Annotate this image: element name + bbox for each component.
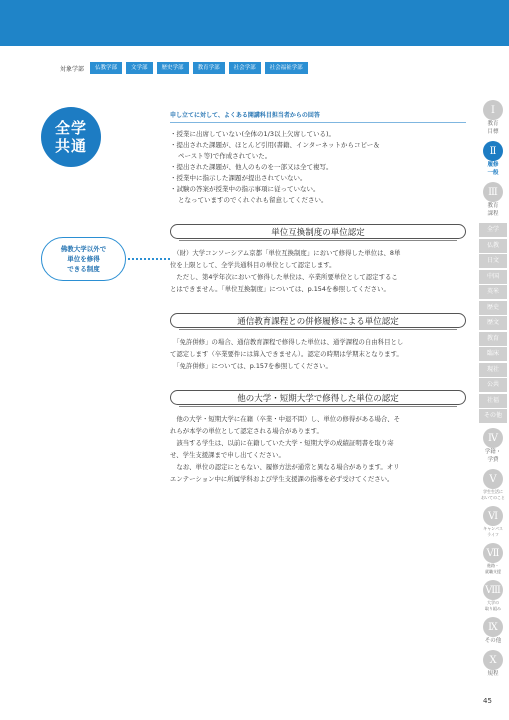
dept-tag-history: 歴史学部	[157, 62, 189, 74]
section-title-other-universities	[170, 390, 466, 405]
subtab-english[interactable]: 英米	[479, 285, 507, 299]
chapter-caption: 教育	[487, 121, 499, 127]
chapter-index	[478, 100, 508, 683]
chapter-tab-5[interactable]	[478, 469, 508, 501]
chapter-caption: 一般	[487, 170, 499, 176]
main-content	[170, 110, 466, 485]
section-title-text: 単位互換制度の単位認定	[271, 227, 365, 238]
subtab-public[interactable]: 公共	[479, 378, 507, 392]
dept-tag-sociology: 社会学部	[229, 62, 261, 74]
chapter-caption: ライフ	[487, 532, 499, 537]
chapter-numeral: Ⅳ	[483, 428, 503, 448]
chapter-caption: 課程	[487, 211, 499, 217]
chapter-numeral: Ⅵ	[483, 506, 503, 526]
chapter-tab-4[interactable]	[478, 428, 508, 464]
section-title-text: 通信教育課程との併修履修による単位認定	[237, 316, 399, 327]
header-band	[0, 0, 509, 46]
dotted-connector	[128, 258, 170, 260]
note-line-1: 佛教大学以外で	[60, 245, 107, 253]
chapter-caption: その他	[484, 638, 502, 644]
paragraph-line: 該当する学生は、以前に在籍していた大学・短期大学の成績証明書を取り寄	[170, 439, 394, 447]
paragraph-line: エンテーション中に所属学科および学生支援課の指導を必ず受けてください。	[170, 475, 394, 483]
note-line-3: できる制度	[67, 265, 100, 273]
chapter-caption: 就職支援	[485, 569, 501, 574]
all-university-badge	[41, 107, 101, 167]
chapter-numeral: Ⅷ	[483, 580, 503, 600]
dept-tag-buddhism: 仏教学部	[90, 62, 122, 74]
page-number: 45	[483, 697, 492, 705]
paragraph-line: れらが本学の単位として認定される場合があります。	[170, 427, 323, 435]
chapter-numeral: Ⅲ	[483, 182, 503, 202]
paragraph-line: て認定します（卒業要件には算入できません）。認定の時期は学期末となります。	[170, 350, 403, 358]
chapter-numeral: Ⅱ	[483, 141, 503, 161]
target-label: 対象学部	[60, 65, 85, 73]
section-title-text: 他の大学・短期大学で修得した単位の認定	[237, 393, 399, 404]
subtab-clinical[interactable]: 臨床	[479, 347, 507, 361]
chapter-tab-6[interactable]	[478, 506, 508, 538]
chapter-numeral: Ⅹ	[483, 650, 503, 670]
subtab-social-welfare[interactable]: 社福	[479, 394, 507, 408]
external-credit-note	[41, 237, 126, 281]
section-title-credit-transfer	[170, 224, 466, 239]
badge-line-1: 全学	[54, 119, 87, 137]
subtab-history[interactable]: 歴史	[479, 301, 507, 315]
chapter-caption: 学生生活に	[483, 489, 503, 494]
paragraph-line: 位を上限として、全学共通科目の単位として認定します。	[170, 261, 336, 269]
dept-tag-education: 教育学部	[193, 62, 225, 74]
chapter-numeral: Ⅴ	[483, 469, 503, 489]
dept-tag-social-welfare: 社会福祉学部	[265, 62, 308, 74]
section-title-correspondence	[170, 313, 466, 328]
subtab-chinese[interactable]: 中国	[479, 270, 507, 284]
note-line-2: 単位を修得	[67, 255, 100, 263]
paragraph-line: ただし、第4学年次において修得した単位は、卒業所要単位として認定するこ	[170, 273, 398, 281]
paragraph-line: せ、学生支援課まで申し出てください。	[170, 451, 285, 459]
chapter-tab-8[interactable]	[478, 580, 508, 612]
paragraph-line: 「免許併修」については、p.157を参照してください。	[170, 362, 332, 370]
notice-line: ・授業に出席していない(全体の1/3以上欠席している)。	[170, 130, 336, 138]
chapter-caption: 大学の	[487, 600, 499, 605]
paragraph-line: （財）大学コンソーシアム京都「単位互換制度」において修得した単位は、8単	[170, 249, 401, 257]
chapter-caption: おいてのこと	[481, 495, 505, 500]
subtab-all[interactable]: 全学	[479, 223, 507, 237]
badge-line-2: 共通	[54, 137, 87, 155]
chapter-numeral: Ⅰ	[483, 100, 503, 120]
chapter-tab-10[interactable]	[478, 650, 508, 678]
notice-heading: 申し立てに対して、よくある開講科目担当者からの回答	[170, 110, 466, 123]
target-departments	[60, 62, 312, 74]
notice-line: ・試験の答案が授業中の指示事項に従っていない。	[170, 185, 320, 193]
chapter-caption: 取り組み	[485, 606, 501, 611]
chapter-caption: キャンパス	[483, 526, 503, 531]
notice-line: ・授業中に指示した課題が提出されていない。	[170, 174, 307, 182]
dept-tag-literature: 文学部	[126, 62, 153, 74]
notice-line: ・提出された課題が、ほとんど引用(書籍、インターネットからコピー＆	[170, 141, 380, 149]
notice-line: ペースト等)で作成されていた。	[178, 152, 272, 160]
chapter-caption: 学費	[487, 457, 499, 463]
chapter-caption: 履修	[487, 162, 499, 168]
chapter-tab-7[interactable]	[478, 543, 508, 575]
notice-line: となっていますのでくれぐれも留意してください。	[178, 196, 328, 204]
chapter-caption: 学籍・	[484, 449, 502, 455]
subtab-modern-society[interactable]: 現社	[479, 363, 507, 377]
chapter-caption: 目標	[487, 129, 499, 135]
chapter-tab-3[interactable]	[478, 182, 508, 218]
chapter-caption: 規程	[487, 671, 499, 677]
paragraph-line: とはできません。「単位互換制度」については、p.154を参照してください。	[170, 285, 390, 293]
subtab-japanese[interactable]: 日文	[479, 254, 507, 268]
paragraph-line: 他の大学・短期大学に在籍（卒業・中退不問）し、単位の修得がある場合、そ	[170, 415, 401, 423]
subtab-buddhism[interactable]: 仏教	[479, 239, 507, 253]
subtab-other[interactable]: その他	[479, 409, 507, 423]
chapter-tab-9[interactable]	[478, 617, 508, 645]
course-subtabs	[478, 223, 508, 423]
chapter-numeral: Ⅶ	[483, 543, 503, 563]
chapter-tab-2[interactable]	[478, 141, 508, 177]
chapter-numeral: Ⅸ	[483, 617, 503, 637]
chapter-caption: 教育	[487, 203, 499, 209]
subtab-history-culture[interactable]: 歴文	[479, 316, 507, 330]
paragraph-line: 「免許併修」の場合、通信教育課程で修得した単位は、通学課程の自由科目とし	[170, 338, 404, 346]
notice-line: ・提出された課題が、他人のものを一部又は全て複写。	[170, 163, 333, 171]
subtab-education[interactable]: 教育	[479, 332, 507, 346]
paragraph-line: なお、単位の認定にともない、履修方法が通常と異なる場合があります。オリ	[170, 463, 400, 471]
chapter-tab-1[interactable]	[478, 100, 508, 136]
chapter-caption: 進路・	[487, 563, 499, 568]
